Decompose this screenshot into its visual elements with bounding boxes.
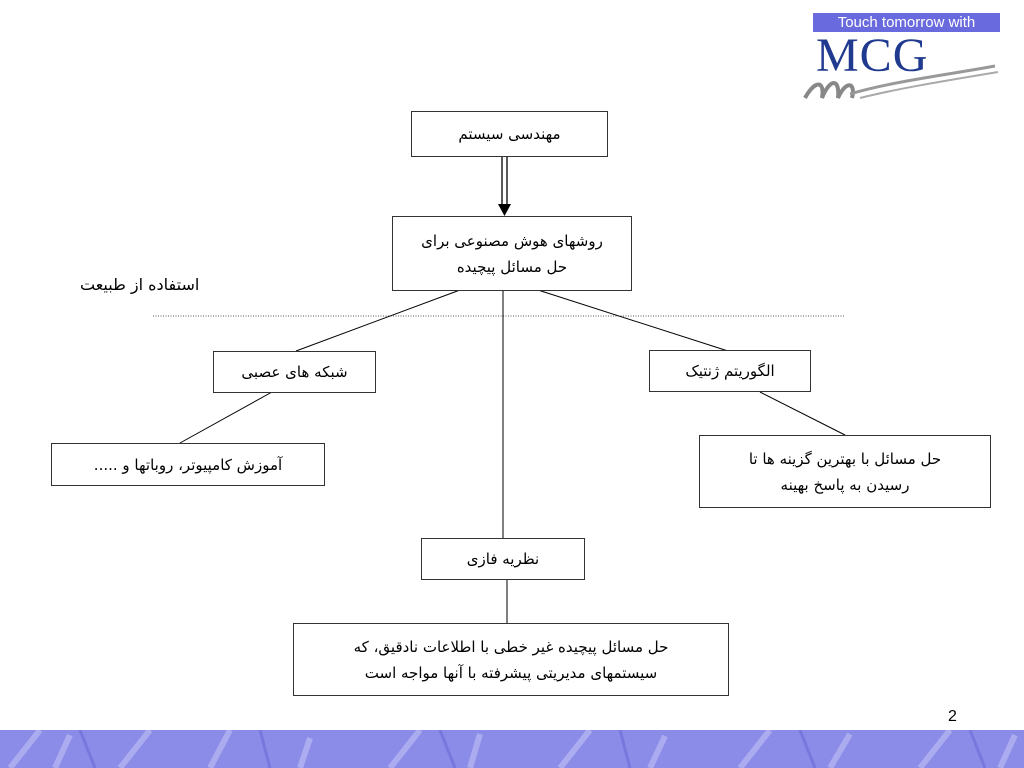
neural-networks-box	[213, 351, 376, 393]
fuzzy-description-line1: حل مسائل پیچیده غیر خطی با اطلاعات نادقیق، که	[353, 637, 669, 656]
neural-description-box	[51, 443, 325, 486]
fuzzy-description-box	[293, 623, 729, 696]
page-number: 2	[948, 708, 957, 725]
neural-description-label: آموزش کامپیوتر، روباتها و .....	[93, 455, 283, 474]
bottom-decorative-band	[0, 730, 1024, 768]
ai-methods-box	[392, 216, 632, 291]
genetic-description-box	[699, 435, 991, 508]
genetic-description-line1: حل مسائل با بهترین گزینه ها تا	[748, 449, 942, 468]
systems-engineering-box	[411, 111, 608, 157]
genetic-algorithm-label: الگوریتم ژنتیک	[685, 362, 775, 380]
genetic-algorithm-box	[649, 350, 811, 392]
logo-tagline: Touch tomorrow with	[813, 13, 1000, 32]
neural-networks-label: شبکه های عصبی	[241, 363, 348, 381]
logo-wordmark: MCG	[816, 29, 929, 82]
ai-methods-line2: حل مسائل پیچیده	[456, 257, 568, 276]
fuzzy-theory-label: نظریه فازی	[466, 550, 540, 568]
ai-methods-line1: روشهای هوش مصنوعی برای	[421, 231, 603, 250]
fuzzy-theory-box	[421, 538, 585, 580]
systems-engineering-label: مهندسی سیستم	[458, 125, 561, 143]
nature-label: استفاده از طبیعت	[80, 275, 200, 294]
fuzzy-description-line2: سیستمهای مدیریتی پیشرفته با آنها مواجه است	[364, 663, 658, 682]
genetic-description-line2: رسیدن به پاسخ بهینه	[780, 475, 910, 494]
